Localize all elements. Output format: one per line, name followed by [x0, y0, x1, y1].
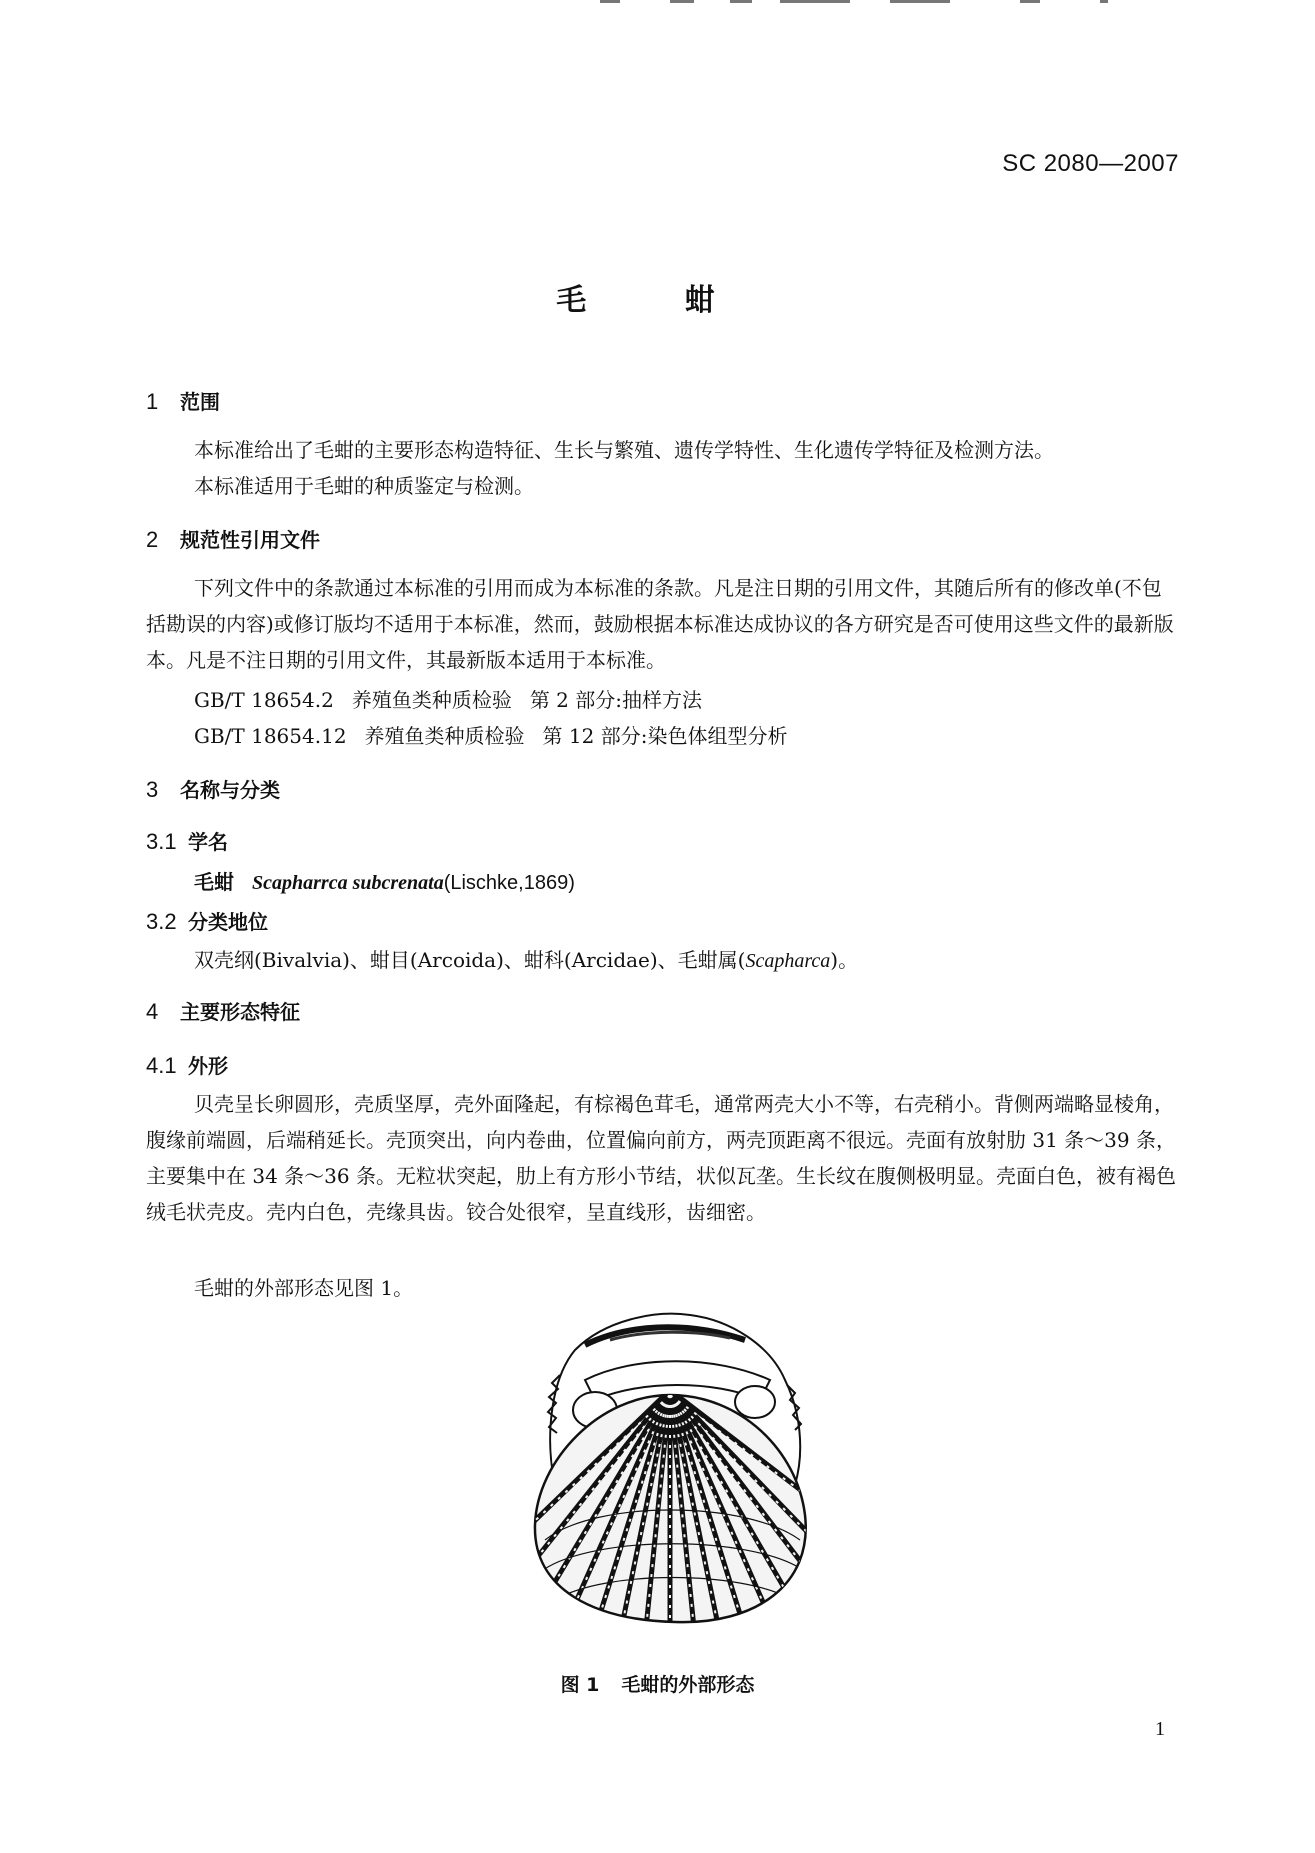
section-title: 规范性引用文件	[180, 528, 320, 552]
reference-code: GB/T 18654.12	[194, 724, 347, 748]
common-name: 毛蚶	[194, 870, 234, 894]
species-author: (Lischke,1869)	[443, 872, 575, 894]
section-title: 主要形态特征	[180, 1000, 300, 1024]
scientific-name-line	[194, 866, 575, 895]
genus-name: Scapharca	[745, 950, 831, 972]
classification-text: 双壳纲(Bivalvia)、蚶目(Arcoida)、蚶科(Arcidae)、毛蚶属(	[194, 948, 746, 972]
reference-title: 养殖鱼类种质检验	[351, 688, 512, 712]
subsection-3-1-heading	[146, 826, 228, 855]
subsection-3-2-heading	[146, 906, 268, 935]
subsection-title: 分类地位	[188, 910, 268, 934]
section-number: 2	[146, 527, 159, 552]
section-1-heading	[146, 386, 220, 415]
subsection-number: 3.2	[146, 909, 177, 934]
scan-artifact-marks	[600, 0, 1160, 6]
paragraph: 本标准适用于毛蚶的种质鉴定与检测。	[194, 474, 534, 498]
section-2-heading	[146, 524, 320, 553]
section-3-heading	[146, 774, 280, 803]
document-title: 毛 蚶	[556, 283, 759, 318]
figure-caption-text: 毛蚶的外部形态	[621, 1674, 755, 1696]
section-number: 3	[146, 777, 159, 802]
paragraph: 贝壳呈长卵圆形，壳质坚厚，壳外面隆起，有棕褐色茸毛，通常两壳大小不等，右壳稍小。背侧两端略显棱角，腹缘前端圆，后端稍延长。壳顶突出，向内卷曲，位置偏向前方，两壳顶距离不很远。壳面有放射肋 31 条～39 条，主要集中在 34 条～36 条。无粒状突起，肋上有方形小节结，状似瓦垄。生长纹在腹侧极明显。壳面白色，被有褐色绒毛状壳皮。壳内白色，壳缘具齿。铰合处很窄，呈直线形，齿细密。	[146, 1092, 1176, 1224]
ark-clam-shell-illustration	[515, 1300, 825, 1630]
section-number: 1	[146, 389, 159, 414]
section-title: 范围	[180, 390, 220, 414]
subsection-number: 4.1	[146, 1053, 177, 1078]
section-title: 名称与分类	[180, 778, 280, 802]
standard-code: SC 2080—2007	[1002, 150, 1179, 177]
paragraph: 本标准给出了毛蚶的主要形态构造特征、生长与繁殖、遗传学特性、生化遗传学特征及检测方法。	[194, 438, 1054, 462]
paragraph: 下列文件中的条款通过本标准的引用而成为本标准的条款。凡是注日期的引用文件，其随后所有的修改单(不包括勘误的内容)或修订版均不适用于本标准，然而，鼓励根据本标准达成协议的各方研究是否可使用这些文件的最新版本。凡是不注日期的引用文件，其最新版本适用于本标准。	[146, 576, 1174, 672]
reference-title: 养殖鱼类种质检验	[364, 724, 525, 748]
reference-part: 第 12 部分:染色体组型分析	[542, 724, 788, 748]
page-number: 1	[1155, 1718, 1165, 1740]
reference-code: GB/T 18654.2	[194, 688, 334, 712]
subsection-4-1-heading	[146, 1050, 228, 1079]
section-4-heading	[146, 996, 300, 1025]
figure-caption	[0, 1670, 1315, 1697]
reference-item	[194, 720, 787, 749]
classification-text-end: )。	[830, 948, 859, 972]
reference-item	[194, 684, 702, 713]
figure-label: 图 1	[560, 1674, 600, 1696]
subsection-number: 3.1	[146, 829, 177, 854]
reference-part: 第 2 部分:抽样方法	[529, 688, 703, 712]
subsection-title: 外形	[188, 1054, 228, 1078]
paragraph: 毛蚶的外部形态见图 1。	[194, 1276, 414, 1300]
classification-line	[194, 944, 858, 973]
subsection-title: 学名	[188, 830, 228, 854]
section-number: 4	[146, 999, 159, 1024]
scientific-name: Scapharrca subcrenata	[252, 872, 444, 894]
